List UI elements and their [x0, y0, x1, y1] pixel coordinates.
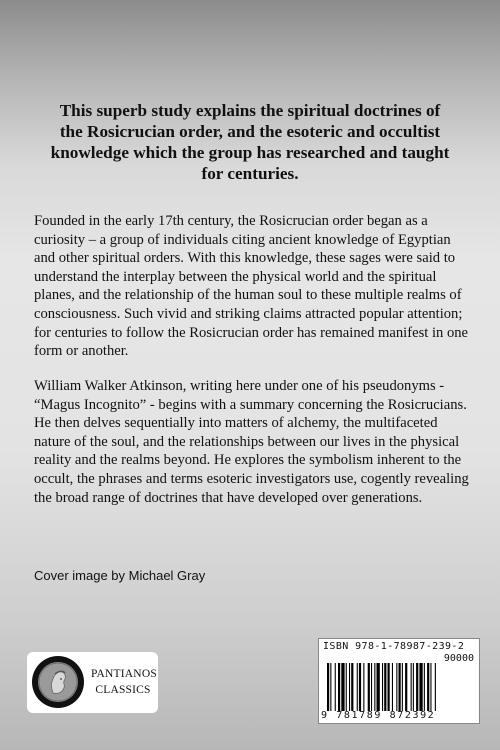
barcode-bar: [349, 663, 350, 711]
barcode-bar: [335, 663, 336, 711]
barcode-bar: [341, 663, 344, 711]
barcode-bar: [419, 663, 422, 711]
barcode-bar: [368, 663, 370, 711]
barcode-bar: [384, 663, 386, 711]
barcode-bar: [346, 663, 347, 711]
barcode-bar: [424, 663, 425, 711]
barcode-bar: [382, 663, 383, 711]
barcode-bar: [411, 663, 412, 711]
lead-summary: This superb study explains the spiritual doctrines of the Rosicrucian order, and the esoteric and occultist knowledge which the group has researched and taught for centuries.: [50, 101, 450, 183]
barcode-bar: [330, 663, 331, 711]
barcode-bar: [405, 663, 407, 711]
publisher-name: [91, 666, 155, 698]
barcode-bar: [392, 663, 393, 711]
coin-medallion-icon: [31, 655, 85, 709]
barcode-bar: [402, 663, 403, 711]
ean-digits: 9 781789 872392: [321, 710, 436, 721]
isbn-text: ISBN 978-1-78987-239-2: [323, 641, 465, 652]
publisher-name-line-1: PANTIANOS: [91, 668, 157, 680]
barcode-bar: [359, 663, 361, 711]
description-paragraph-2: William Walker Atkinson, writing here under one of his pseudonyms - “Magus Incognito” - begins with a summary concerning the Rosicrucians. He then delves sequentially into matters of alchemy, the multifaceted nature of the soul, and the relationships between our lives in the physical reality and the realms beyond. He explores the symbolism inherent to the occult, the phrases and terms esoteric investigators use, cogently revealing the broad range of doctrines that have developed over generations.: [34, 378, 469, 506]
isbn-barcode: [318, 638, 480, 724]
barcode-bar: [377, 663, 380, 711]
barcode-bar: [416, 663, 418, 711]
cover-credit: Cover image by Michael Gray: [34, 568, 206, 583]
publisher-name-line-2: CLASSICS: [95, 684, 151, 696]
barcode-bar: [435, 663, 436, 711]
price-code: 90000: [443, 653, 474, 664]
barcode-bar: [327, 663, 329, 711]
barcode-bar: [374, 663, 375, 711]
barcode-bar: [413, 663, 414, 711]
publisher-logo: [27, 652, 158, 713]
barcode-bars: [327, 663, 473, 711]
barcode-bar: [396, 663, 397, 711]
barcode-bar: [388, 663, 390, 711]
barcode-bar: [399, 663, 401, 711]
barcode-bar: [357, 663, 358, 711]
barcode-bar: [338, 663, 340, 711]
barcode-bar: [371, 663, 372, 711]
barcode-bar: [427, 663, 429, 711]
description-paragraph-1: Founded in the early 17th century, the Rosicrucian order began as a curiosity – a group of individuals citing ancient knowledge of Egyptian and other spiritual orders. With this knowledge, these sages were said to understand the interplay between the physical world and the spiritual planes, and the relationship of the human soul to these multiple realms of consciousness. Such vivid and striking claims attracted popular attention; for centuries to follow the Rosicrucian order has remained manifest in one form or another.: [34, 213, 469, 360]
barcode-bar: [363, 663, 364, 711]
barcode-bar: [351, 663, 353, 711]
barcode-bar: [430, 663, 431, 711]
